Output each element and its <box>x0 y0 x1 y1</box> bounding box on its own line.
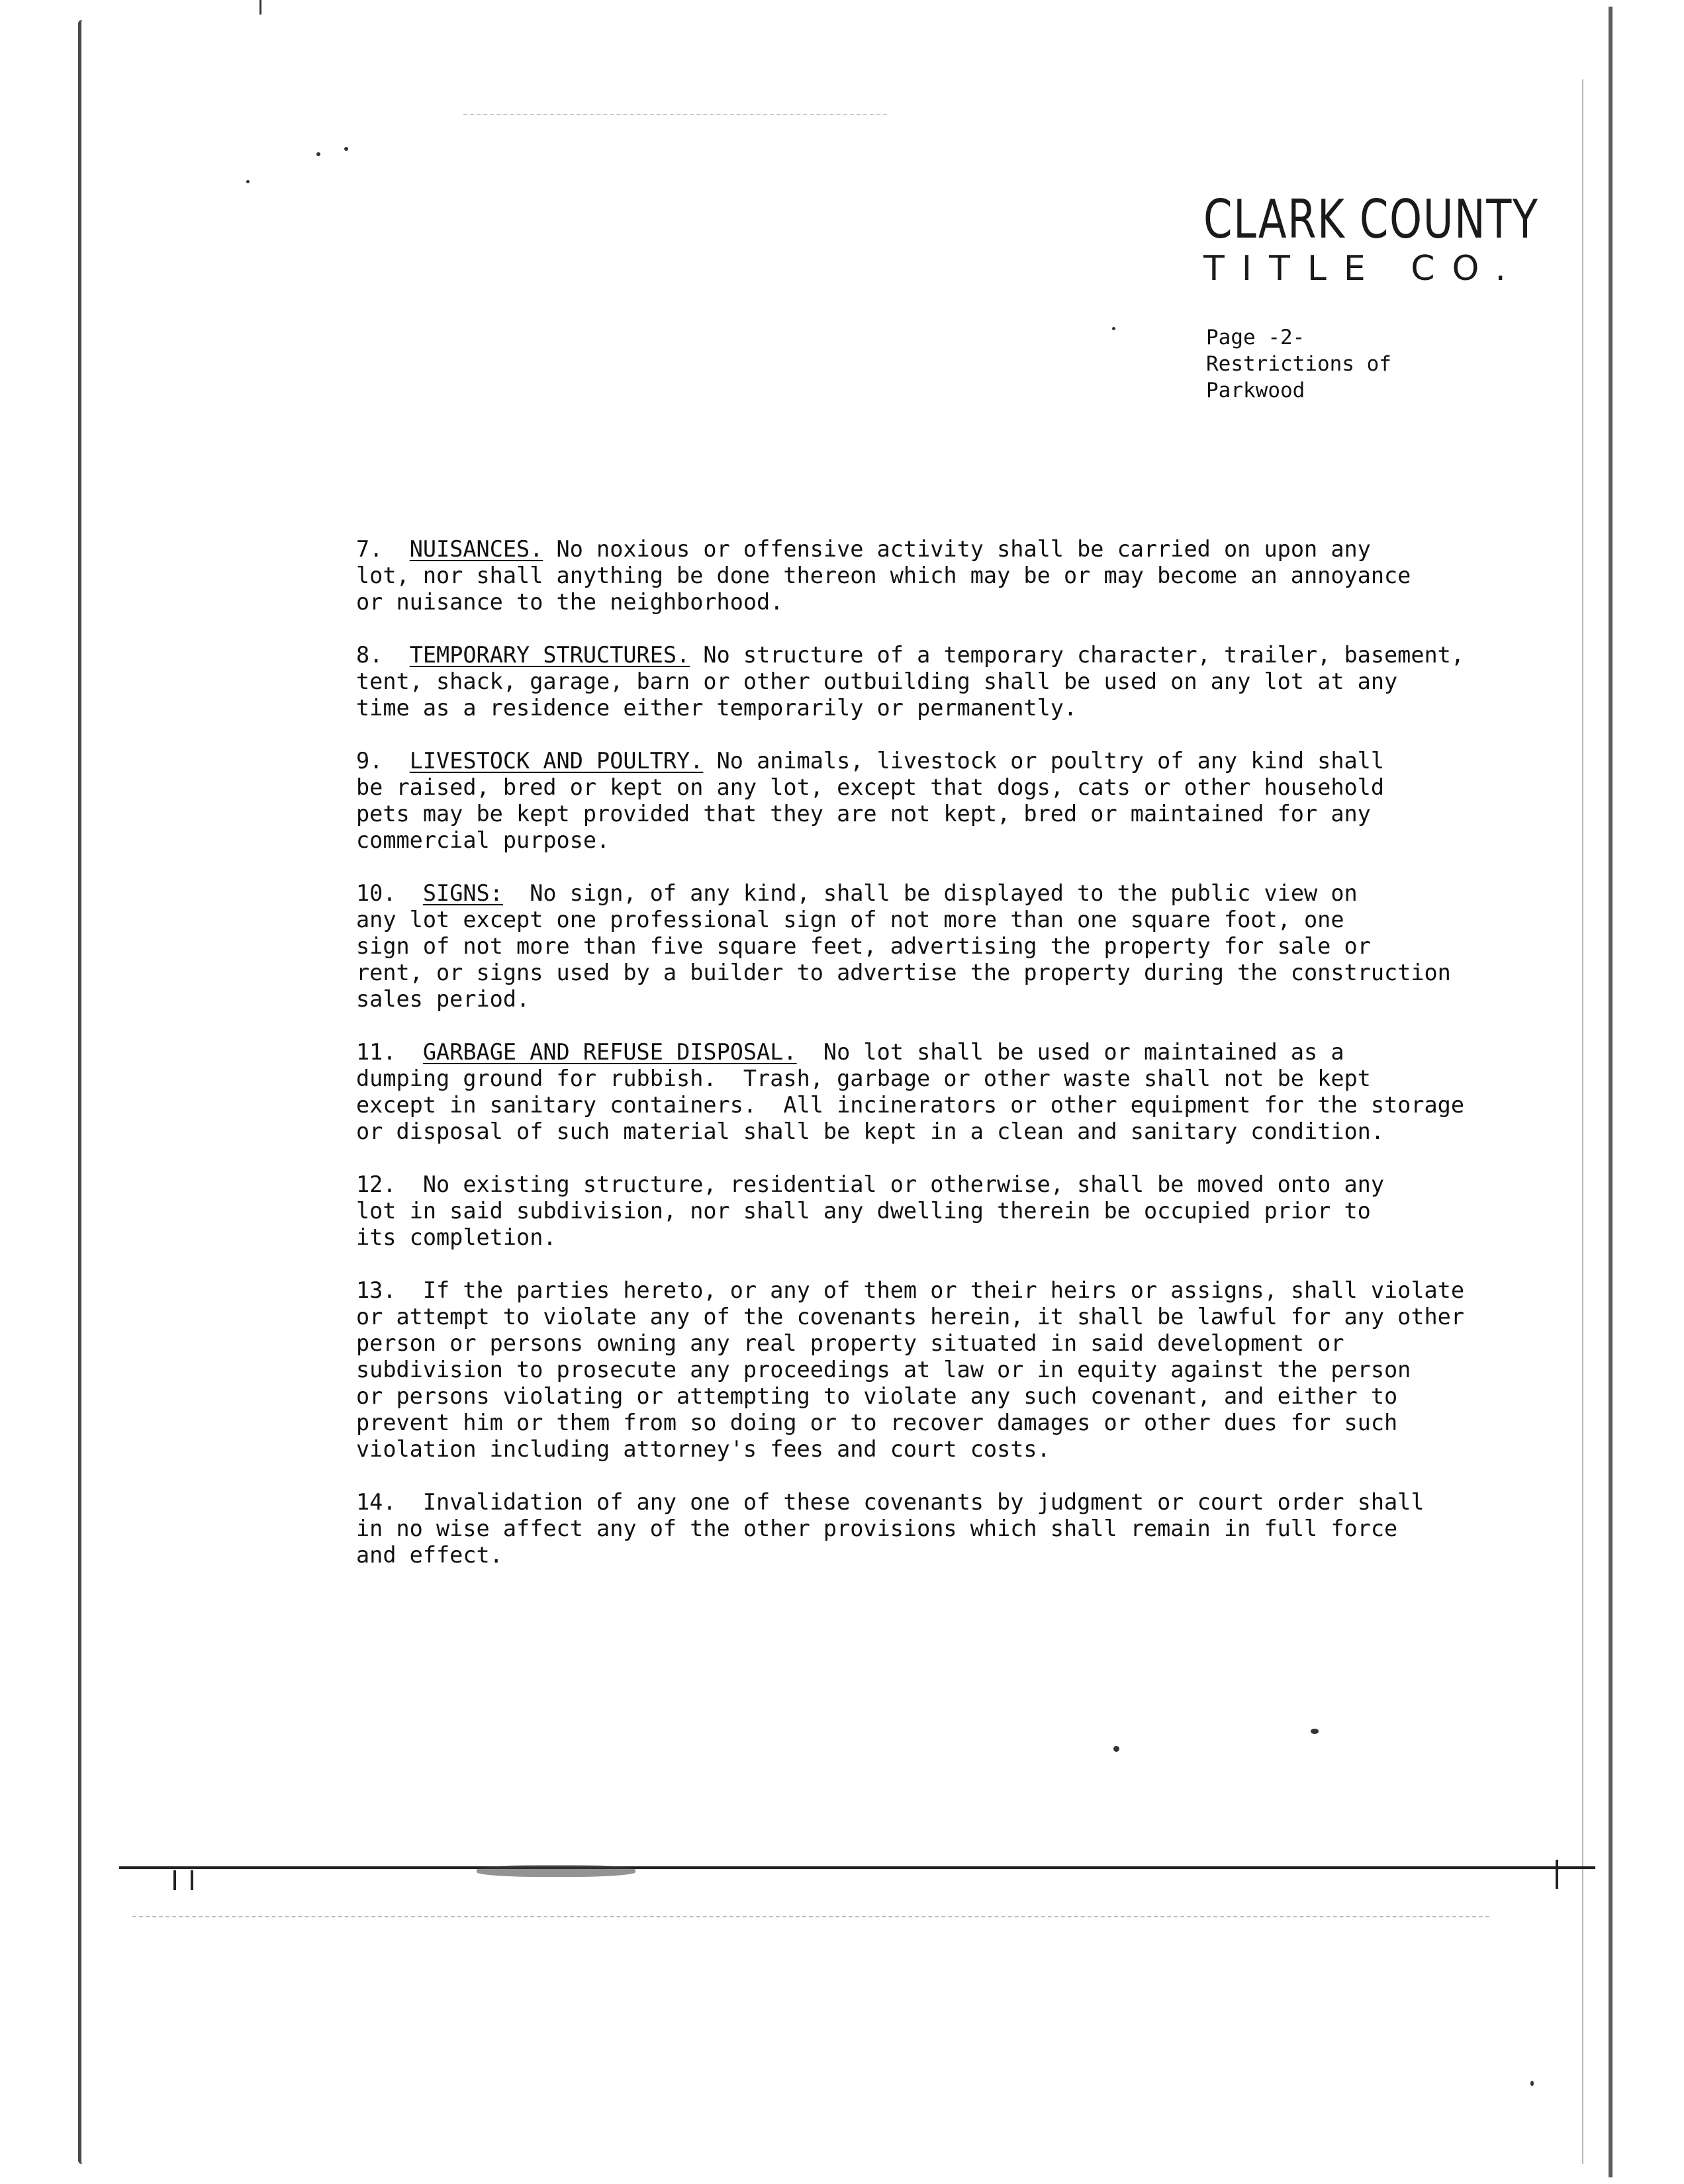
scan-speck <box>344 147 348 151</box>
paragraph-heading: TEMPORARY STRUCTURES. <box>409 642 690 668</box>
scan-mark <box>259 0 261 15</box>
company-name: CLARK COUNTY <box>1203 189 1539 250</box>
paragraph-line: person or persons owning any real property situated in said development or <box>356 1330 1344 1356</box>
scan-speck <box>1530 2081 1534 2086</box>
paragraph-line: No animals, livestock or poultry of any kind shall <box>703 748 1385 774</box>
scan-speck <box>1112 327 1115 330</box>
scan-speck <box>1113 1746 1119 1752</box>
scan-speck <box>1311 1729 1319 1734</box>
paragraph-line: time as a residence either temporarily or permanently. <box>356 695 1078 721</box>
paragraph-line: lot, nor shall anything be done thereon which may be or may become an annoyance <box>356 563 1411 588</box>
scan-mark <box>173 1870 193 1890</box>
paragraph-line: If the parties hereto, or any of them or their heirs or assigns, shall violate <box>422 1277 1465 1303</box>
scan-edge-left <box>78 20 88 2164</box>
paragraph-line: its completion. <box>356 1224 557 1250</box>
scan-speck <box>246 180 250 183</box>
paragraph-number: 13. <box>356 1277 397 1303</box>
paragraph-13 <box>356 1277 1548 1463</box>
restrictions-body <box>356 536 1548 1595</box>
paragraph-line: and effect. <box>356 1542 503 1568</box>
company-suffix: TITLE CO. <box>1203 249 1523 289</box>
paragraph-line: No lot shall be used or maintained as a <box>796 1039 1344 1065</box>
paragraph-line: rent, or signs used by a builder to advertise the property during the construction <box>356 960 1451 985</box>
paragraph-heading: GARBAGE AND REFUSE DISPOSAL. <box>422 1039 797 1065</box>
paragraph-line: any lot except one professional sign of not more than one square foot, one <box>356 907 1344 933</box>
paragraph-line: sales period. <box>356 986 530 1012</box>
paragraph-10 <box>356 880 1548 1013</box>
scan-faint-line <box>132 1916 1489 1917</box>
scan-faint-line <box>463 114 887 115</box>
paragraph-line: in no wise affect any of the other provisions which shall remain in full force <box>356 1516 1398 1541</box>
page-subject-line2: Parkwood <box>1206 379 1305 402</box>
paragraph-number: 14. <box>356 1489 397 1515</box>
paragraph-line: dumping ground for rubbish. Trash, garbage or other waste shall not be kept <box>356 1066 1371 1091</box>
scan-smudge <box>477 1865 635 1877</box>
page-subject-line1: Restrictions of <box>1206 352 1391 376</box>
paragraph-line: Invalidation of any one of these covenants by judgment or court order shall <box>422 1489 1425 1515</box>
paragraph-heading: NUISANCES. <box>409 536 543 562</box>
paragraph-line: No sign, of any kind, shall be displayed to the public view on <box>502 880 1358 906</box>
paragraph-line: prevent him or them from so doing or to recover damages or other dues for such <box>356 1410 1398 1435</box>
paragraph-line: or nuisance to the neighborhood. <box>356 589 784 615</box>
page-reference <box>1206 324 1391 404</box>
paragraph-line: violation including attorney's fees and court costs. <box>356 1436 1051 1462</box>
paragraph-line: or attempt to violate any of the covenants herein, it shall be lawful for any other <box>356 1304 1465 1330</box>
letterhead <box>1203 189 1539 289</box>
paragraph-number: 9. <box>356 748 383 774</box>
paragraph-7 <box>356 536 1548 615</box>
paragraph-12 <box>356 1171 1548 1251</box>
paragraph-8 <box>356 642 1548 721</box>
paragraph-number: 8. <box>356 642 383 668</box>
paragraph-number: 7. <box>356 536 383 562</box>
paragraph-line: pets may be kept provided that they are not kept, bred or maintained for any <box>356 801 1371 827</box>
paragraph-line: No structure of a temporary character, trailer, basement, <box>690 642 1465 668</box>
paragraph-line: No noxious or offensive activity shall be carried on upon any <box>543 536 1371 562</box>
paragraph-line: tent, shack, garage, barn or other outbuilding shall be used on any lot at any <box>356 668 1398 694</box>
paragraph-number: 11. <box>356 1039 397 1065</box>
scan-edge-right <box>1609 7 1618 2177</box>
paragraph-11 <box>356 1039 1548 1145</box>
paragraph-number: 10. <box>356 880 397 906</box>
scan-speck <box>316 152 320 156</box>
page-number: Page -2- <box>1206 326 1305 349</box>
scan-edge-right-inner <box>1582 79 1585 2164</box>
paragraph-line: commercial purpose. <box>356 827 610 853</box>
paragraph-line: or persons violating or attempting to violate any such covenant, and either to <box>356 1383 1398 1409</box>
paragraph-line: lot in said subdivision, nor shall any dwelling therein be occupied prior to <box>356 1198 1371 1224</box>
paragraph-heading: SIGNS: <box>422 880 503 906</box>
scan-bottom-rule <box>119 1866 1595 1869</box>
paragraph-line: or disposal of such material shall be kept in a clean and sanitary condition. <box>356 1118 1384 1144</box>
paragraph-9 <box>356 748 1548 854</box>
paragraph-line: be raised, bred or kept on any lot, except that dogs, cats or other household <box>356 774 1384 800</box>
paragraph-number: 12. <box>356 1171 397 1197</box>
paragraph-heading: LIVESTOCK AND POULTRY. <box>409 748 704 774</box>
paragraph-line: sign of not more than five square feet, advertising the property for sale or <box>356 933 1371 959</box>
paragraph-line: subdivision to prosecute any proceedings at law or in equity against the person <box>356 1357 1411 1383</box>
paragraph-line: except in sanitary containers. All incinerators or other equipment for the storage <box>356 1092 1465 1118</box>
paragraph-line: No existing structure, residential or otherwise, shall be moved onto any <box>422 1171 1385 1197</box>
scan-mark <box>1556 1860 1558 1889</box>
paragraph-14 <box>356 1489 1548 1569</box>
